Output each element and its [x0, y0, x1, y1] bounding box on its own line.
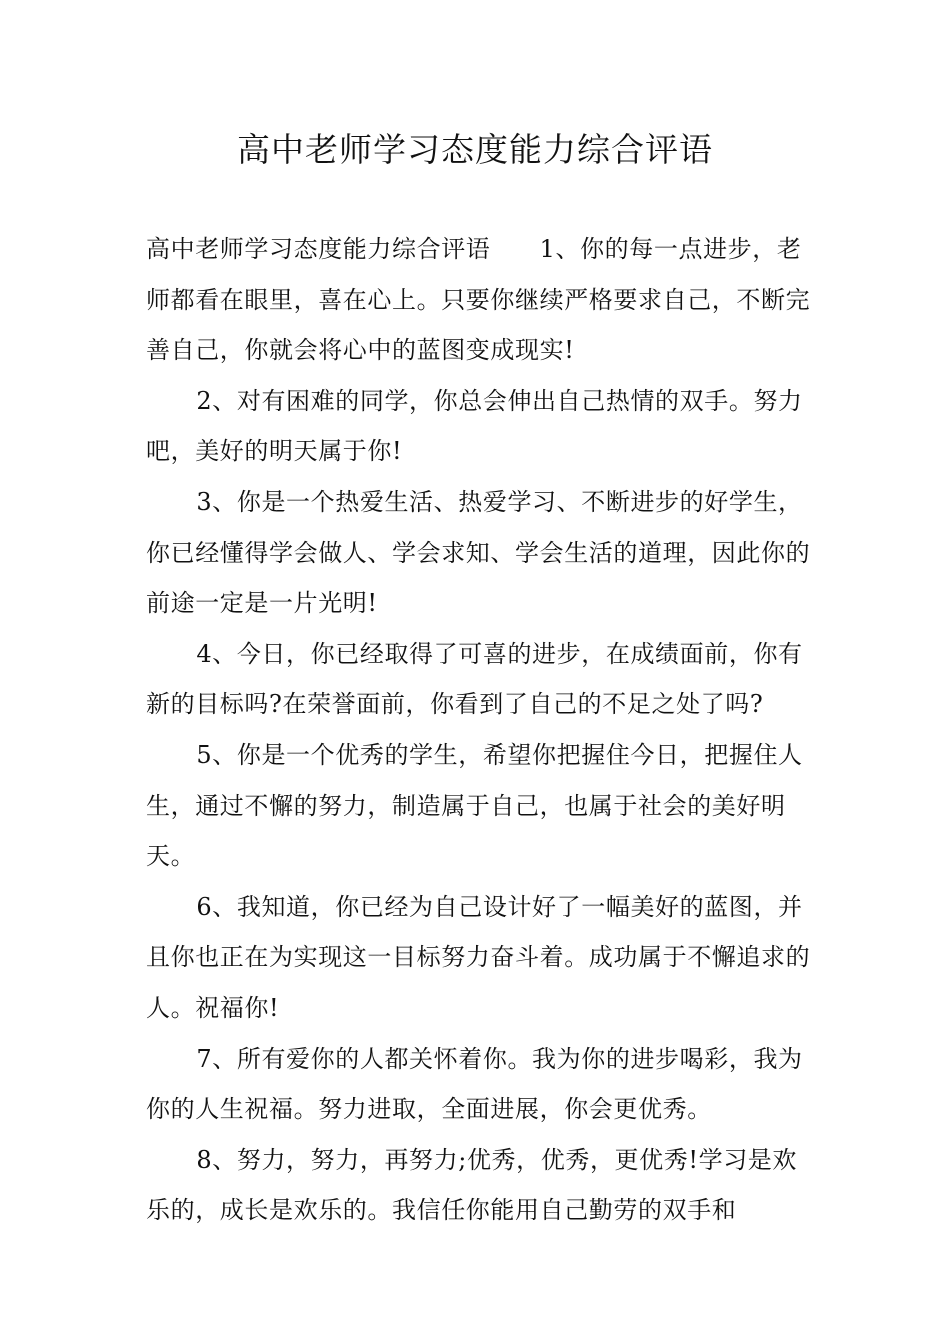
paragraph-7: 7、所有爱你的人都关怀着你。我为你的进步喝彩，我为你的人生祝福。努力进取，全面进展，你会更优秀。: [146, 1044, 803, 1124]
document-title: 高中老师学习态度能力综合评语: [237, 130, 713, 169]
paragraph-8: 8、努力，努力，再努力;优秀，优秀，更优秀!学习是欢乐的，成长是欢乐的。我信任你能用自己勤劳的双手和: [146, 1145, 797, 1225]
paragraph-4: 4、今日，你已经取得了可喜的进步，在成绩面前，你有新的目标吗?在荣誉面前，你看到了自己的不足之处了吗?: [146, 639, 803, 719]
paragraph-6: 6、我知道，你已经为自己设计好了一幅美好的蓝图，并且你也正在为实现这一目标努力奋斗着。成功属于不懈追求的人。祝福你!: [146, 892, 811, 1022]
paragraph-2: 2、对有困难的同学，你总会伸出自己热情的双手。努力吧，美好的明天属于你!: [146, 386, 803, 466]
paragraph-3: 3、你是一个热爱生活、热爱学习、不断进步的好学生，你已经懂得学会做人、学会求知、学会生活的道理，因此你的前途一定是一片光明!: [146, 487, 811, 618]
document-body: [146, 224, 816, 1236]
paragraph-5: 5、你是一个优秀的学生，希望你把握住今日，把握住人生，通过不懈的努力，制造属于自己，也属于社会的美好明天。: [146, 740, 803, 871]
paragraph-intro-1: 高中老师学习态度能力综合评语 1、你的每一点进步，老师都看在眼里，喜在心上。只要你继续严格要求自己，不断完善自己，你就会将心中的蓝图变成现实!: [146, 235, 811, 365]
